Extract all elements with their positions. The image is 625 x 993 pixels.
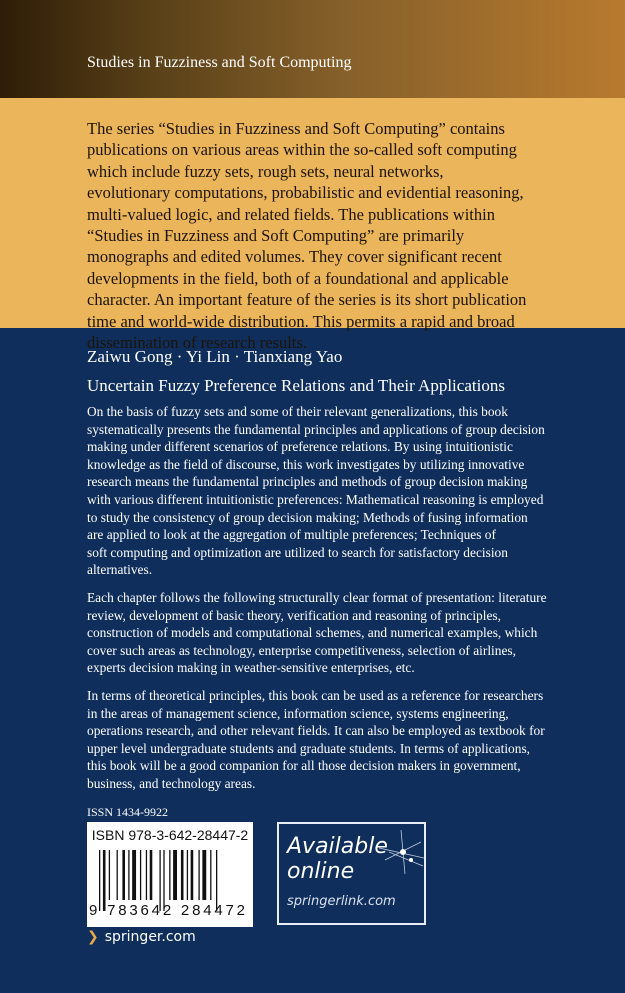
series-title: Studies in Fuzziness and Soft Computing [87, 54, 352, 71]
text-line: The series “Studies in Fuzziness and Soft Computing” contains [87, 119, 505, 138]
text-line: knowledge as the field of discourse, this work investigates by utilizing innovative [87, 456, 525, 472]
book-authors: Zaiwu Gong · Yi Lin · Tianxiang Yao [87, 347, 343, 366]
text-line: character. An important feature of the series is its short publication [87, 290, 527, 310]
text-line: In terms of theoretical principles, this book can be used as a reference for researchers [87, 687, 544, 703]
text-line: review, development of basic theory, verification and reasoning of principles, [87, 607, 501, 623]
text-line: On the basis of fuzzy sets and some of their relevant generalizations, this book [87, 404, 508, 419]
springerlink-link[interactable]: springerlink.com [287, 894, 396, 909]
available-online-text [287, 834, 388, 884]
text-line: dissemination of research results. [87, 333, 307, 353]
available-online-badge[interactable] [277, 822, 426, 925]
barcode [87, 822, 253, 927]
text-line: publications on various areas within the so-called soft computing [87, 140, 517, 160]
text-line: cover such areas as technology, enterprise competitiveness, selection of airlines, [87, 642, 516, 658]
text-line: time and world-wide distribution. This permits a rapid and broad [87, 311, 515, 331]
barcode-digits: 9 783642 284472 [89, 902, 248, 919]
isbn: ISBN 978-3-642-28447-2 [91, 827, 249, 843]
text-line: this book will be a good companion for all those decision makers in government, [87, 758, 521, 774]
text-line: alternatives. [87, 562, 153, 578]
chevron-right-icon: ❯ [87, 929, 99, 945]
available-line: Available [287, 834, 388, 859]
text-line: business, and technology areas. [87, 775, 256, 791]
text-line: Each chapter follows the following structurally clear format of presentation: literature [87, 589, 547, 605]
text-line: which include fuzzy sets, rough sets, neural networks, [87, 161, 444, 181]
springer-link-text: springer.com [104, 929, 196, 945]
issn: ISSN 1434-9922 [87, 805, 169, 819]
text-line: research means the fundamental principles and methods of group decision making [87, 474, 528, 490]
text-line: evolutionary computations, probabilistic and evidential reasoning, [87, 183, 524, 203]
series-header [0, 0, 625, 98]
text-line: soft computing and optimization are utilized to search for satisfactory decision [87, 544, 508, 560]
text-line: construction of models and computational schemes, and numerical examples, which [87, 625, 538, 641]
text-line: with various different intuitionistic preferences: Mathematical reasoning is employed [87, 491, 544, 507]
text-line: monographs and edited volumes. They cover significant recent [87, 247, 502, 267]
series-description-band [0, 98, 625, 353]
text-line: making under different scenarios of preference relations. By using intuitionistic [87, 439, 513, 455]
description-paragraph [87, 589, 607, 677]
text-line: systematically presents the fundamental principles and applications of group decision [87, 421, 545, 437]
online-line: online [287, 859, 355, 884]
text-line: experts decision making in weather-sensitive enterprises, etc. [87, 660, 415, 676]
text-line: developments in the field, both of a foundational and applicable [87, 268, 509, 288]
text-line: are applied to look at the aggregation of multiple preferences; Techniques of [87, 527, 496, 543]
series-description [87, 118, 526, 353]
book-info [87, 346, 607, 792]
springer-link[interactable] [87, 929, 196, 945]
text-line: upper level undergraduate students and graduate students. In terms of applications, [87, 740, 531, 756]
book-title: Uncertain Fuzzy Preference Relations and Their Applications [87, 376, 505, 395]
text-line: in the areas of management science, information science, systems engineering, [87, 705, 509, 721]
text-line: to study the consistency of group decision making; Methods of fusing information [87, 509, 528, 525]
description-paragraph [87, 687, 607, 793]
text-line: operations research, and other relevant fields. It can also be employed as textbook for [87, 723, 545, 739]
text-line: multi-valued logic, and related fields. The publications within [87, 204, 495, 224]
description-paragraph [87, 403, 607, 579]
text-line: “Studies in Fuzziness and Soft Computing” are primarily [87, 226, 465, 246]
